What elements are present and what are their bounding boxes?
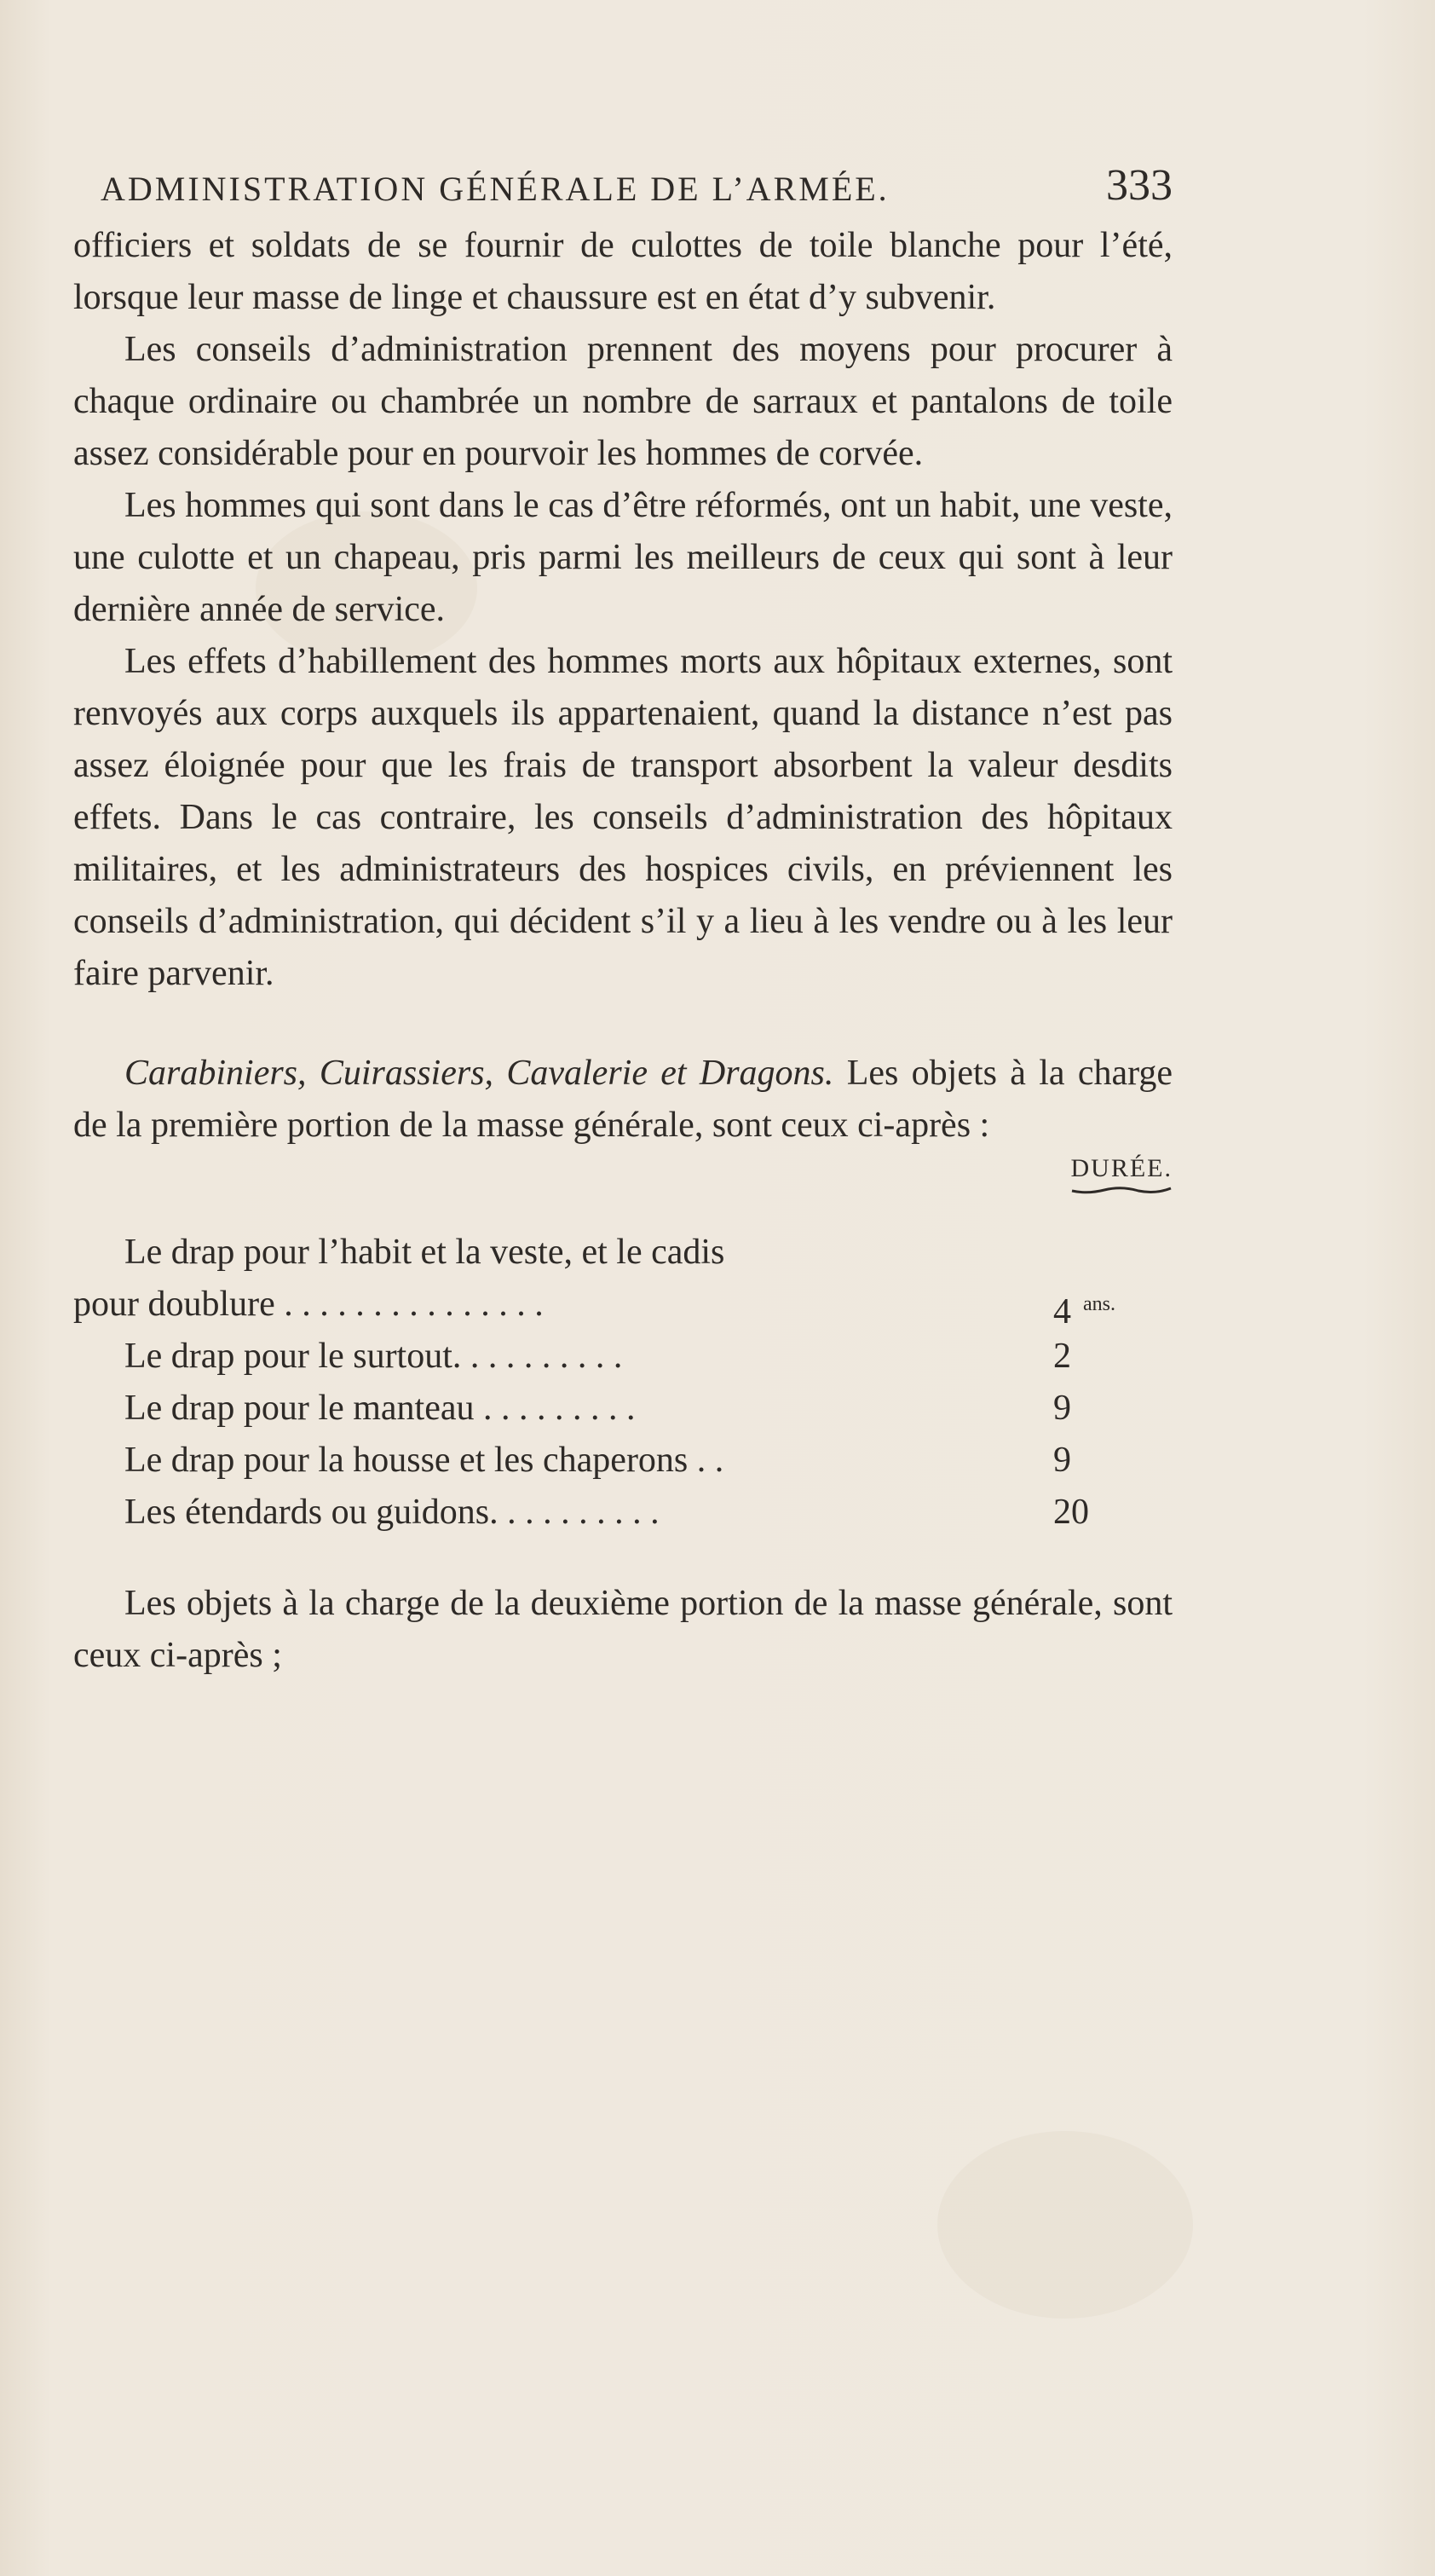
duration-value: 9 bbox=[1053, 1441, 1071, 1480]
section-intro bbox=[73, 1048, 1173, 1152]
item-label: Les étendards ou guidons. . . . . . . . . . bbox=[124, 1493, 660, 1532]
body-text bbox=[73, 220, 1173, 1682]
table-row bbox=[73, 1331, 1173, 1383]
duration-unit: ans. bbox=[1083, 1293, 1115, 1315]
section-title: Carabiniers, Cuirassiers, Cavalerie et Dragons. bbox=[124, 1054, 834, 1093]
duration-value: 9 bbox=[1053, 1389, 1071, 1428]
section-intro-text: Les objets à la charge de la première portion de la masse générale, sont ceux ci-après : bbox=[73, 1054, 1173, 1145]
page-number: 333 bbox=[1106, 161, 1173, 210]
item-label: Le drap pour l’habit et la veste, et le cadis bbox=[124, 1233, 725, 1272]
item-label: Le drap pour le surtout. . . . . . . . . . bbox=[124, 1337, 623, 1376]
table-row bbox=[73, 1227, 1173, 1279]
duration-value: 20 bbox=[1053, 1493, 1089, 1532]
table-row bbox=[73, 1435, 1173, 1487]
item-label: Le drap pour le manteau . . . . . . . . . bbox=[124, 1389, 636, 1428]
page-header bbox=[101, 160, 1173, 220]
paragraph: Les objets à la charge de la deuxième portion de la masse générale, sont ceux ci-après ; bbox=[73, 1584, 1173, 1675]
table-row bbox=[73, 1487, 1173, 1539]
item-label: pour doublure . . . . . . . . . . . . . . . bbox=[73, 1285, 544, 1324]
paragraph: officiers et soldats de se fournir de culottes de toile blanche pour l’été, lorsque leur masse de linge et chaussure est en état d’y subvenir. bbox=[73, 226, 1173, 317]
ornamental-rule bbox=[1070, 1186, 1173, 1194]
table-row bbox=[73, 1279, 1173, 1331]
duration-value: 2 bbox=[1053, 1337, 1071, 1376]
paragraph: Les conseils d’administration prennent des moyens pour procurer à chaque ordinaire ou chambrée un nombre de sarraux et pantalons de toile assez considérable pour en pourvoir les hommes de corvée. bbox=[73, 330, 1173, 473]
item-label: Le drap pour la housse et les chaperons . . bbox=[124, 1441, 724, 1480]
table-row bbox=[73, 1383, 1173, 1435]
paragraph: Les effets d’habillement des hommes morts aux hôpitaux externes, sont renvoyés aux corps auxquels ils appartenaient, quand la distance n’est pas assez éloignée pour que les frais de transport absorbent la valeur desdits effets. Dans le cas contraire, les conseils d’administration des hôpitaux militaires, et les administrateurs des hospices civils, en préviennent les conseils d’administration, qui décident s’il y a lieu à les vendre ou à les leur faire parvenir. bbox=[73, 642, 1173, 993]
duration-value: 4 bbox=[1053, 1292, 1071, 1331]
running-head: ADMINISTRATION GÉNÉRALE DE L’ARMÉE. bbox=[101, 170, 890, 208]
item-duration bbox=[1053, 1279, 1147, 1338]
duration-column-header: DURÉE. bbox=[1070, 1154, 1173, 1182]
paper-stain bbox=[937, 2131, 1193, 2319]
paragraph: Les hommes qui sont dans le cas d’être réformés, ont un habit, une veste, une culotte et un chapeau, pris parmi les meilleurs de ceux qui sont à leur dernière année de service. bbox=[73, 486, 1173, 629]
duration-table bbox=[73, 1227, 1173, 1539]
